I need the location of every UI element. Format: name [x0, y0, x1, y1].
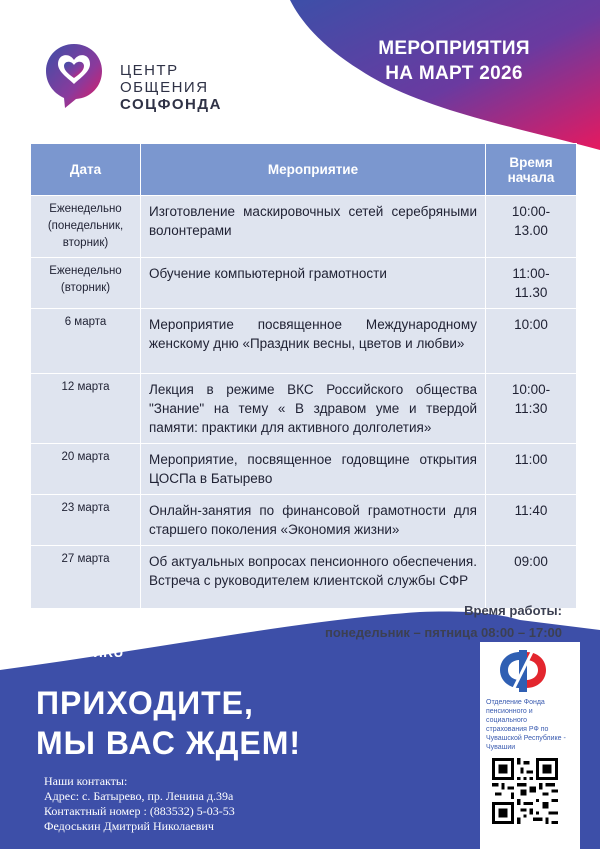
table-row: [31, 309, 577, 374]
row-date: Еженедельно (вторник): [31, 258, 141, 309]
contacts-heading: Наши контакты:: [44, 774, 128, 788]
sfr-org-name: Отделение Фонда пенсионного и социального страхования РФ по Чувашской Республике - Чувашии: [486, 699, 566, 751]
heart-speech-bubble-icon: [38, 38, 110, 110]
website-link[interactable]: SFR.GOV.RU: [36, 645, 124, 660]
brand-line-3: СОЦФОНДА: [120, 96, 222, 113]
row-event: Мероприятие, посвященное годовщине открытия ЦОСПа в Батырево: [141, 444, 486, 495]
table-row: [31, 495, 577, 546]
row-time: 09:00: [486, 546, 577, 609]
brand-line-1: ЦЕНТР: [120, 62, 179, 79]
row-time: 11:00-11.30: [486, 258, 577, 309]
table-header-row: [31, 144, 577, 196]
row-time: 10:00-11:30: [486, 374, 577, 444]
row-time: 11:40: [486, 495, 577, 546]
page-title-line-1: МЕРОПРИЯТИЯ: [378, 38, 530, 59]
row-time: 10:00-13.00: [486, 196, 577, 258]
row-event: Об актуальных вопросах пенсионного обеспечения. Встреча с руководителем клиентской службы СФР: [141, 546, 486, 609]
contact-person: Федоськин Дмитрий Николаевич: [44, 819, 214, 833]
row-date: Еженедельно (понедельник, вторник): [31, 196, 141, 258]
sfr-info-box: [480, 642, 580, 849]
welcome-heading: [36, 683, 301, 763]
row-time: 10:00: [486, 309, 577, 374]
row-date: 20 марта: [31, 444, 141, 495]
column-header-date: Дата: [31, 144, 141, 196]
qr-code-icon[interactable]: [492, 758, 558, 824]
row-event: Обучение компьютерной грамотности: [141, 258, 486, 309]
welcome-line-1: ПРИХОДИТЕ,: [36, 685, 254, 721]
page-title-line-2: НА МАРТ 2026: [385, 63, 523, 84]
row-time: 11:00: [486, 444, 577, 495]
row-event: Лекция в режиме ВКС Российского общества "Знание" на тему « В здравом уме и твердой памяти: практики для активного долголетия»: [141, 374, 486, 444]
table-row: [31, 196, 577, 258]
contact-phone: Контактный номер : (883532) 5-03-53: [44, 804, 235, 818]
page-title: [344, 36, 564, 86]
work-hours: [325, 600, 562, 644]
sfr-logo-icon: [490, 646, 556, 696]
column-header-event: Мероприятие: [141, 144, 486, 196]
row-event: Онлайн-занятия по финансовой грамотности для старшего поколения «Экономия жизни»: [141, 495, 486, 546]
table-row: [31, 374, 577, 444]
schedule-table: [30, 143, 577, 609]
work-hours-label: Время работы:: [464, 603, 562, 618]
contacts-block: [44, 774, 235, 834]
row-date: 6 марта: [31, 309, 141, 374]
contact-address: Адрес: с. Батырево, пр. Ленина д.39а: [44, 789, 234, 803]
row-date: 27 марта: [31, 546, 141, 609]
row-date: 23 марта: [31, 495, 141, 546]
row-event: Мероприятие посвященное Международному женскому дню «Праздник весны, цветов и любви»: [141, 309, 486, 374]
work-hours-value: понедельник – пятница 08:00 – 17:00: [324, 625, 562, 640]
row-date: 12 марта: [31, 374, 141, 444]
brand-name: [120, 62, 222, 113]
table-row: [31, 258, 577, 309]
column-header-time: Время начала: [486, 144, 577, 196]
table-row: [31, 444, 577, 495]
brand-line-2: ОБЩЕНИЯ: [120, 79, 209, 96]
welcome-line-2: МЫ ВАС ЖДЕМ!: [36, 725, 302, 761]
row-event: Изготовление маскировочных сетей серебряными волонтерами: [141, 196, 486, 258]
